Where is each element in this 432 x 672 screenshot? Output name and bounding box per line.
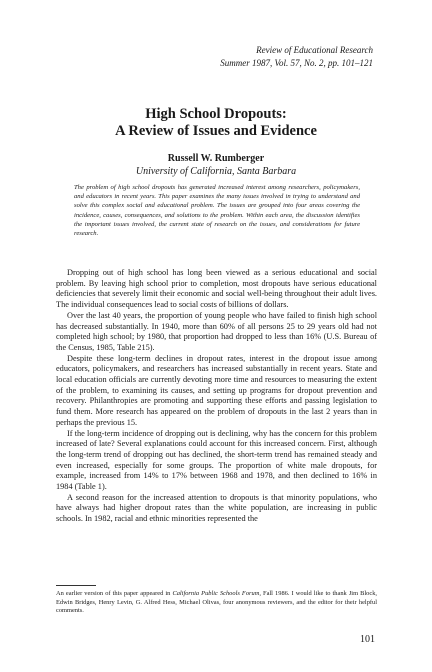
footnote bbox=[56, 590, 377, 616]
footnote-rule bbox=[56, 585, 96, 586]
body-paragraph-5: A second reason for the increased attention to dropouts is that minority populations, who have always had higher dropout rates than the white population, are increasing in public schools. In 1982, racial and ethnic minorities represented the bbox=[56, 492, 377, 524]
footnote-rest: , Fall 1986. I would like to thank Jim Block, Edwin Bridges, Henry Levin, G. Alfred Hess, Michael Olivas, four anonymous reviewers, and the editor for their helpful comments. bbox=[56, 590, 378, 615]
body-paragraph-4: If the long-term incidence of dropping out is declining, why has the concern for this problem increased of late? Several explanations could account for this increased concern. First, although the long-term trend of dropping out has declined, the short-term trend has remained steady and even increased, especially for some groups. The proportion of white male dropouts, for example, increased from 14% to 17% between 1968 and 1978, and then declined to 16% in 1984 (Table 1). bbox=[56, 428, 377, 492]
body-paragraph-2: Over the last 40 years, the proportion of young people who have failed to finish high school has decreased substantially. In 1940, more than 60% of all persons 25 to 29 years old had not completed high school; by 1980, that proportion had dropped to less than 16% (U.S. Bureau of the Census, 1985, Table 215). bbox=[56, 310, 377, 352]
footnote-lead: An earlier version of this paper appeared in bbox=[56, 590, 173, 597]
abstract: The problem of high school dropouts has generated increased interest among researchers, policymakers, and educators in recent years. This paper examines the many issues involved in trying to understand and solve this complex social and educational problem. The issues are grouped into four areas covering the incidence, causes, consequences, and solutions to the problem. Within each area, the discussion identifies the important issues involved, the current state of research on the issues, and considerations for future research. bbox=[74, 184, 360, 238]
author-affiliation: University of California, Santa Barbara bbox=[135, 166, 297, 177]
page-number: 101 bbox=[360, 634, 375, 645]
body-text bbox=[56, 268, 377, 525]
issue-info: Summer 1987, Vol. 57, No. 2, pp. 101–121 bbox=[220, 58, 373, 68]
body-paragraph-3: Despite these long-term declines in dropout rates, interest in the dropout issue among educators, policymakers, and researchers has increased substantially in recent years. State and local education officials are currently devoting more time and resources to measuring the extent of the problem, to examining its causes, and setting up programs for dropout prevention and recovery. Philanthropies are promoting and supporting these efforts and passing legislation to fund them. More research has appeared on the problem of dropouts in the last 2 years than in perhaps the previous 15. bbox=[56, 353, 377, 427]
body-paragraph-1: Dropping out of high school has long been viewed as a serious educational and social problem. By leaving high school prior to completion, most dropouts have serious educational deficiencies that severely limit their economic and social well-being throughout their adult lives. The individual consequences lead to social costs of billions of dollars. bbox=[56, 268, 377, 310]
running-head bbox=[220, 44, 373, 70]
author-name: Russell W. Rumberger bbox=[167, 153, 265, 164]
title-line-1: High School Dropouts: bbox=[145, 106, 287, 122]
article-title bbox=[0, 106, 432, 140]
footnote-publication: California Public Schools Forum bbox=[172, 590, 260, 597]
author-block bbox=[0, 152, 432, 178]
journal-name: Review of Educational Research bbox=[256, 45, 373, 55]
title-line-2: A Review of Issues and Evidence bbox=[115, 123, 317, 139]
